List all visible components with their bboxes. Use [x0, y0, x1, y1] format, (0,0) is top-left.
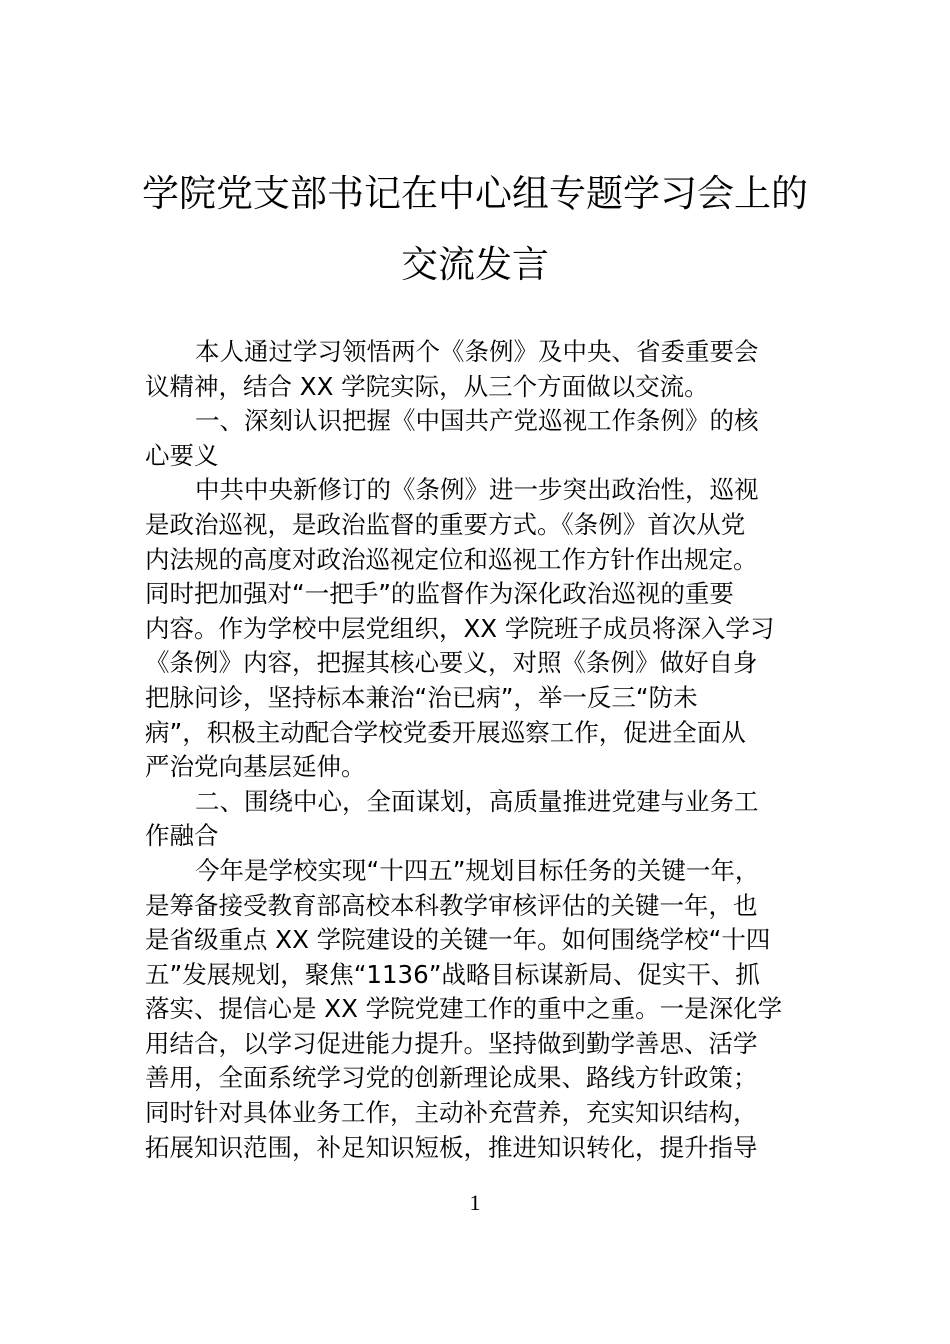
document-title-line-2: 交流发言: [401, 243, 549, 286]
body-text-line: 作融合: [145, 821, 219, 851]
body-text-line: 严治党向基层延伸。: [145, 752, 366, 782]
body-text-line: 一、深刻认识把握《中国共产党巡视工作条例》的核: [195, 406, 759, 436]
body-text-line: 今年是学校实现“十四五”规划目标任务的关键一年，: [195, 855, 760, 885]
body-text-line: 落实、提信心是 XX 学院党建工作的重中之重。一是深化学: [145, 994, 783, 1024]
body-text-line: 议精神，结合 XX 学院实际，从三个方面做以交流。: [145, 371, 709, 401]
body-text-line: 用结合，以学习促进能力提升。坚持做到勤学善思、活学: [145, 1028, 758, 1058]
body-text-line: 把脉问诊，坚持标本兼治“治已病”，举一反三“防未: [145, 682, 698, 712]
body-text-line: 本人通过学习领悟两个《条例》及中央、省委重要会: [195, 337, 759, 366]
body-text-line: 内法规的高度对政治巡视定位和巡视工作方针作出规定。: [145, 544, 758, 574]
document-body: [145, 335, 810, 1165]
body-text-line: 同时针对具体业务工作，主动补充营养，充实知识结构，: [145, 1098, 758, 1128]
body-text-line: 内容。作为学校中层党组织，XX 学院班子成员将深入学习: [145, 613, 775, 643]
body-text-line: 《条例》内容，把握其核心要义，对照《条例》做好自身: [145, 648, 758, 678]
body-text-line: 心要义: [145, 440, 219, 470]
document-title-line-1: 学院党支部书记在中心组专题学习会上的: [142, 172, 808, 215]
page-number: 1: [469, 1190, 481, 1215]
body-text-line: 拓展知识范围，补足知识短板，推进知识转化，提升指导: [145, 1132, 758, 1162]
body-text-line: 是政治巡视，是政治监督的重要方式。《条例》首次从党: [145, 509, 746, 539]
body-text-line: 同时把加强对“一把手”的监督作为深化政治巡视的重要: [145, 579, 734, 609]
body-text-line: 是筹备接受教育部高校本科教学审核评估的关键一年，也: [145, 890, 758, 920]
body-text-line: 善用，全面系统学习党的创新理论成果、路线方针政策；: [145, 1063, 758, 1093]
body-text-line: 二、围绕中心，全面谋划，高质量推进党建与业务工: [195, 786, 759, 816]
body-text-line: 中共中央新修订的《条例》进一步突出政治性，巡视: [195, 475, 759, 505]
body-text-line: 是省级重点 XX 学院建设的关键一年。如何围绕学校“十四: [145, 925, 771, 955]
body-text-line: 五”发展规划，聚焦“1136”战略目标谋新局、促实干、抓: [145, 959, 760, 989]
body-text-line: 病”，积极主动配合学校党委开展巡察工作，促进全面从: [145, 717, 746, 747]
